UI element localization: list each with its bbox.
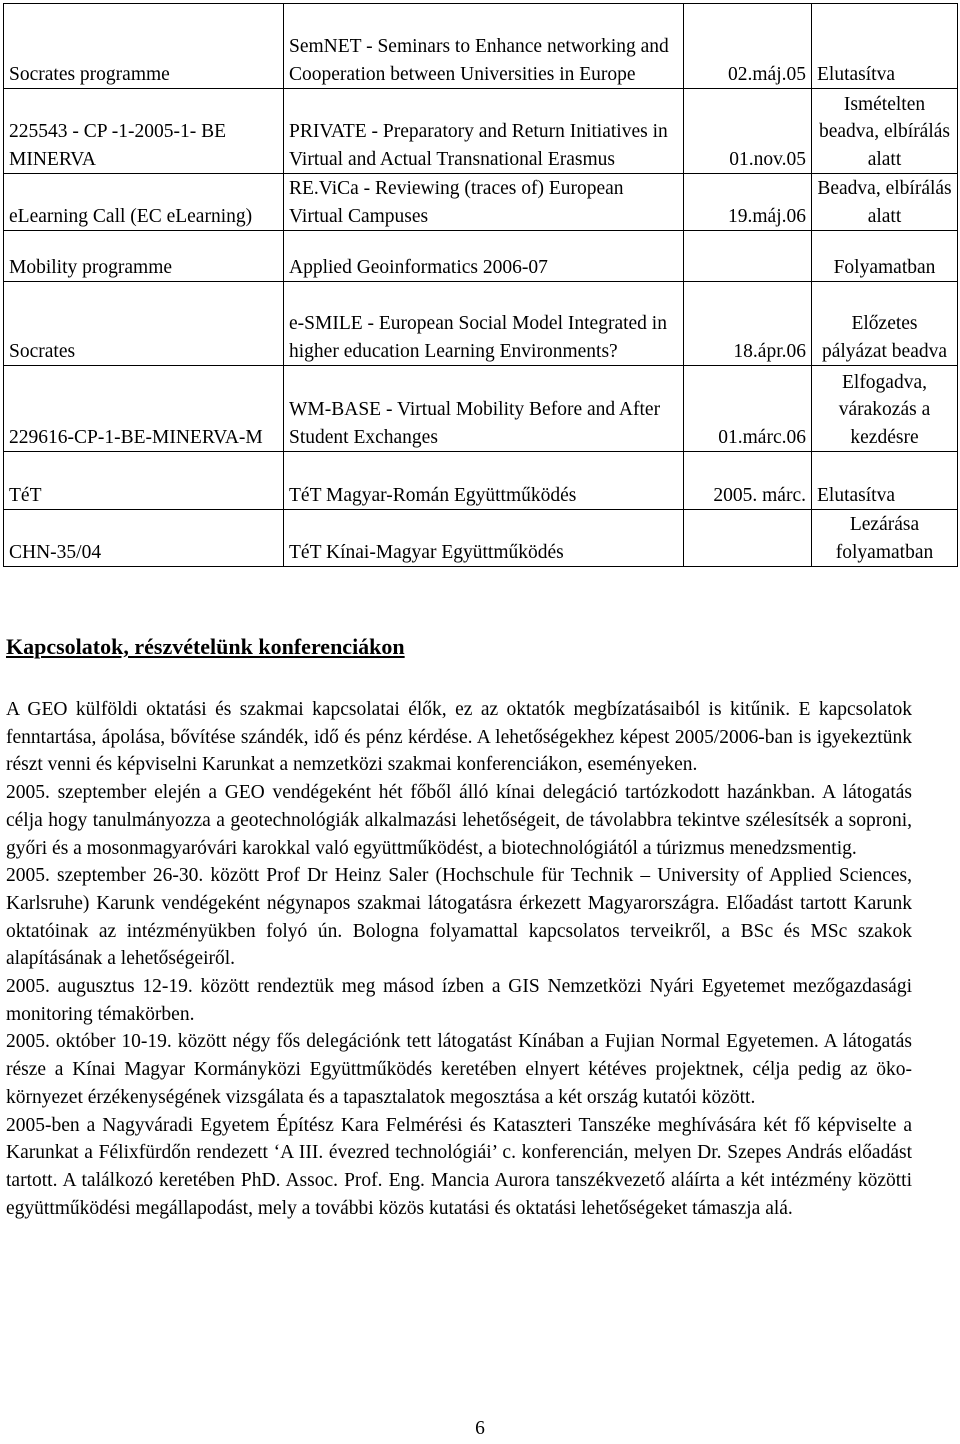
cell-status: Elutasítva [812, 452, 958, 510]
cell-programme: eLearning Call (EC eLearning) [4, 174, 284, 231]
cell-project: TéT Kínai-Magyar Együttműködés [284, 510, 684, 567]
table-row [4, 174, 958, 231]
paragraph: 2005-ben a Nagyváradi Egyetem Építész Kara Felmérési és Kataszteri Tanszéke meghívására két fő képviselte a Karunkat a Félixfürdőn rendezett ‘A III. évezred technológiái’ c. konferencián, melyen Dr. Szepes András előadást tartott. A találkozó keretében PhD. Assoc. Prof. Eng. Mancia Aurora tanszékvezető aláírta a két intézmény közötti együttműködési megállapodást, mely a további közös kutatási és oktatási lehetőségeket támaszja alá. [6, 1114, 912, 1219]
paragraph: 2005. augusztus 12-19. között rendeztük meg másod ízben a GIS Nemzetközi Nyári Egyetemet mezőgazdasági monitoring témakörben. [6, 976, 912, 1025]
table-row [4, 89, 958, 174]
cell-date: 18.ápr.06 [684, 282, 812, 366]
cell-date: 2005. márc. [684, 452, 812, 510]
programme-table [3, 3, 958, 567]
cell-project: Applied Geoinformatics 2006-07 [284, 231, 684, 282]
cell-date: 02.máj.05 [684, 4, 812, 89]
cell-project: WM-BASE - Virtual Mobility Before and After Student Exchanges [284, 366, 684, 452]
table-row [4, 452, 958, 510]
cell-status: Lezárása folyamatban [812, 510, 958, 567]
cell-project: PRIVATE - Preparatory and Return Initiatives in Virtual and Actual Transnational Erasmus [284, 89, 684, 174]
cell-status: Beadva, elbírálás alatt [812, 174, 958, 231]
cell-status: Folyamatban [812, 231, 958, 282]
cell-programme: CHN-35/04 [4, 510, 284, 567]
table-row [4, 282, 958, 366]
paragraph: 2005. október 10-19. között négy fős delegációnk tett látogatást Kínában a Fujian Normal Egyetemen. A látogatás része a Kínai Magyar Kormányközi Együttműködés keretében elnyert kétéves projektnek, célja pedig az öko-környezet érzékenységének vizsgálata és a tapasztalatok megosztása a két ország kutatói között. [6, 1031, 912, 1108]
paragraph: A GEO külföldi oktatási és szakmai kapcsolatai élők, ez az oktatók megbízatásaiból is kitűnik. E kapcsolatok fenntartása, ápolása, bővítése szándék, idő és pénz kérdése. A lehetőségekhez képest 2005/2006-ban is igyekeztünk részt venni és képviselni Karunkat a nemzetközi szakmai konferenciákon, eseményeken. [6, 699, 912, 776]
cell-status: Elutasítva [812, 4, 958, 89]
cell-programme: Socrates [4, 282, 284, 366]
cell-date [684, 231, 812, 282]
table-row [4, 4, 958, 89]
section-heading: Kapcsolatok, részvételünk konferenciákon [6, 634, 405, 659]
page-number: 6 [475, 1418, 485, 1439]
cell-project: e-SMILE - European Social Model Integrated in higher education Learning Environments? [284, 282, 684, 366]
section-body [6, 696, 912, 1222]
cell-date [684, 510, 812, 567]
cell-project: TéT Magyar-Román Együttműködés [284, 452, 684, 510]
cell-programme: 229616-CP-1-BE-MINERVA-M [4, 366, 284, 452]
cell-project: SemNET - Seminars to Enhance networking and Cooperation between Universities in Europe [284, 4, 684, 89]
cell-date: 01.márc.06 [684, 366, 812, 452]
cell-programme: Socrates programme [4, 4, 284, 89]
table-row [4, 366, 958, 452]
cell-status: Ismételten beadva, elbírálás alatt [812, 89, 958, 174]
paragraph: 2005. szeptember elején a GEO vendégeként hét főből álló kínai delegáció tartózkodott hazánkban. A látogatás célja hogy tanulmányozza a geotechnológiák alkalmazási lehetőségeit, de távolabbra tekintve szélesítsék a soproni, győri és a mosonmagyaróvári karokkal való együttműködést, a biotechnológiától a túrizmus menedzsmentig. [6, 782, 912, 859]
cell-status: Előzetes pályázat beadva [812, 282, 958, 366]
cell-project: RE.ViCa - Reviewing (traces of) European Virtual Campuses [284, 174, 684, 231]
cell-status: Elfogadva, várakozás a kezdésre [812, 366, 958, 452]
cell-programme: TéT [4, 452, 284, 510]
cell-date: 01.nov.05 [684, 89, 812, 174]
cell-programme: Mobility programme [4, 231, 284, 282]
table-row [4, 231, 958, 282]
table-row [4, 510, 958, 567]
cell-date: 19.máj.06 [684, 174, 812, 231]
paragraph: 2005. szeptember 26-30. között Prof Dr Heinz Saler (Hochschule für Technik – University of Applied Sciences, Karlsruhe) Karunk vendégeként négynapos szakmai látogatásra érkezett Magyarországra. Előadást tartott Karunk oktatóinak az intézményükben folyó ún. Bologna folyamattal kapcsolatos terveikről, a BSc és MSc szakok alapításának a lehetőségeiről. [6, 865, 912, 970]
cell-programme: 225543 - CP -1-2005-1- BE MINERVA [4, 89, 284, 174]
